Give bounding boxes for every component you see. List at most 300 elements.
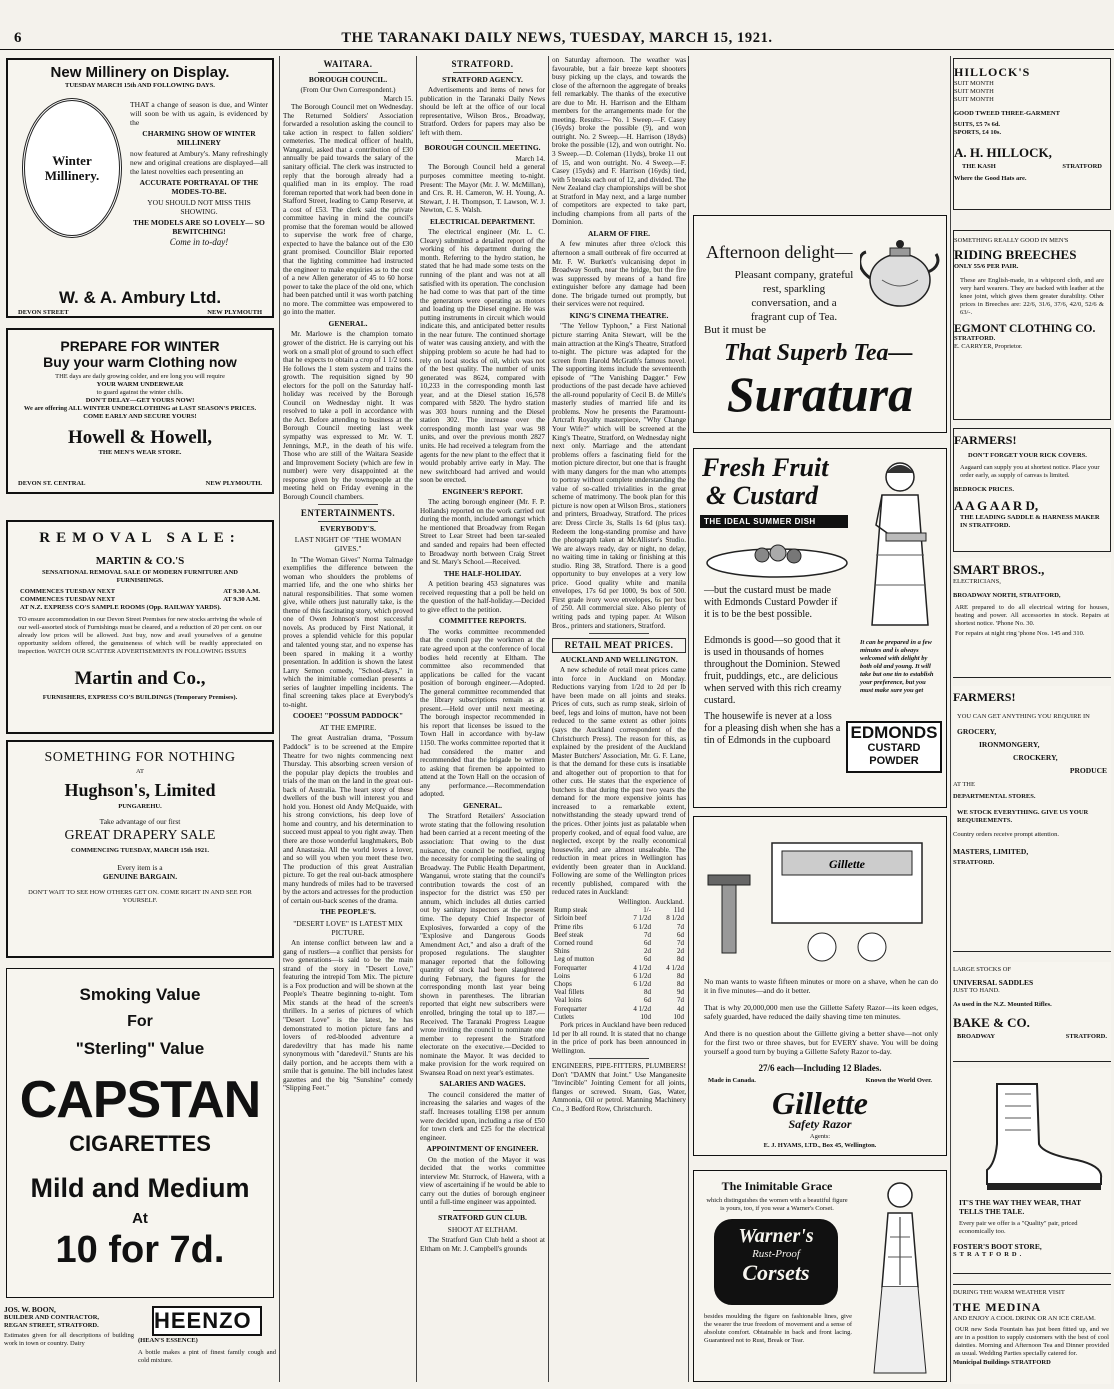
boon-trade: BUILDER AND CONTRACTOR,: [4, 1314, 100, 1321]
meat-table-cell: 11d: [673, 906, 684, 915]
aagaard-firm: A A G A A R D,: [954, 498, 1039, 513]
capstan-cigarettes-ad: [6, 968, 274, 1298]
meat-text-2: Pork prices in Auckland have been reduced 1d per lb all round. It is stated that no change in the price of pork has been announced in Wellington.: [552, 1021, 686, 1055]
meat-table-cell: Leg of mutton: [554, 955, 595, 964]
fire-text: A few minutes after three o'clock this afternoon a small outbreak of fire occurred at Mr. F. W. Burkett's vulcanising depot in Broadway South, near the bridge, but the fire was suppressed by means of a hand fire extinguisher before any damage had been done. The brigade turned out promptly, but their services were not required.: [552, 240, 686, 309]
millinery-miss: YOU SHOULD NOT MISS THIS SHOWING.: [147, 198, 251, 216]
removal-sensational: SENSATIONAL REMOVAL SALE OF MODERN FURNITURE AND FURNISHINGS.: [42, 569, 238, 584]
smart-body2: For repairs at night ring 'phone Nos. 145 and 310.: [955, 630, 1085, 637]
warners-brand3: Corsets: [742, 1260, 810, 1285]
column-rule: [950, 56, 951, 1382]
warners-corsets-ad: [693, 1170, 947, 1382]
meat-table-row: [552, 988, 686, 996]
howell-sub: Buy your warm Clothing now: [43, 354, 237, 370]
hillock-address: [962, 163, 1102, 171]
meat-table-cell: 7d: [677, 996, 684, 1005]
aagaard-prices: BEDROCK PRICES.: [954, 486, 1014, 493]
meat-table-row: [552, 939, 686, 947]
removal-body: TO ensure accommodation in our Devon Street Premises for new stocks arriving the whole of our well-assorted stock of Furnishings must be cleared, and a reduction of 20 per cent. on our already low prices will be allowed. Just buy, now and avail yourselves of a genuine opportunity seldom offered, the genuineness of which will be readily appreciated on inspection. WATCH OUR SCATTER ADVERTISEMENTS IN FOLLOWING ISSUES: [18, 616, 262, 655]
masters-country: Country orders receive prompt attention.: [953, 831, 1059, 838]
meat-table-cell: Beef steak: [554, 930, 584, 939]
meat-table-row: [552, 1013, 686, 1021]
masthead: [0, 28, 1114, 50]
council-dateline: March 14.: [515, 154, 545, 163]
smart-bros-ad: [953, 558, 1111, 678]
foster-boots-ad: [953, 1068, 1111, 1274]
stratford-general-heading: GENERAL.: [463, 800, 502, 810]
millinery-text-block: [130, 100, 268, 247]
masters-grocery: GROCERY,: [957, 727, 997, 736]
meat-table-cell: Sirloin beef: [554, 914, 587, 923]
gillette-sub: Safety Razor: [788, 1117, 852, 1131]
boon-builder-ad: [4, 1306, 134, 1386]
removal-line1-text: COMMENCES TUESDAY NEXT: [20, 588, 116, 595]
fruit-dish-illustration: [702, 533, 852, 583]
ambury-millinery-ad: [6, 58, 274, 318]
medina-sub: AND ENJOY A COOL DRINK OR AN ICE CREAM.: [953, 1315, 1096, 1322]
appointment-text: On the motion of the Mayor it was decided that the works committee interview Mr. Sturrock, of Hawera, with a view of ascertaining if he would be able to carry out the duties of borough engineer until a full-time engineer was appointed.: [420, 1155, 545, 1207]
meat-table-cell: 10d: [640, 1012, 652, 1021]
egmont-firm: EGMONT CLOTHING CO.: [954, 323, 1096, 335]
kings-text: "The Yellow Typhoon," a First National picture starring Anita Stewart, will be the main attraction at the King's Theatre, Stratford to-night. The picture was adapted for the screen from Harold McGrath's famous novel. The supporting items include the seventeenth episode of "The Vanishing Dagger." Few productions of the past decade have achieved the all-round popularity of Cecil B. de Mille's masterly studies of married life and its problems. Now he presents the Paramount-Artcraft Royalty masterpiece, "Why Change Your Wife?" which will be screened at the King's Theatre, Stratford, on Wednesday night next only. Marriage and the attendant problems offers a fascinating field for the motion picture director, but one that is fraught with many dangers for the man who attempts to portray without complete understanding the value of so-called trivialities in the great scheme of matrimony. The book plan for this picture is now open at Wilson Bros., stationers and printers, Broadway, Stratford. The prices are: Dress Circle 3s, Stalls 1s 6d (plus tax). Redeem the long-standing promise and have the photograph taken at McAllister's Studio. We are always ready, day or night, no delay, no waiting time in taking or finishing at this studio. Ring 38, Stratford. There is a good opportunity to buy envelopes at a very low price. Good quality white and manila envelopes, 17s 6d per 1000, 9s box of 500. First grade ivory wove envelopes, 6s per box of 250. All commercial size. Also plenty of writing pads and typing paper. At Wilson Bros., printers and stationers, Stratford.: [552, 322, 686, 630]
news-column-4: [552, 56, 686, 1382]
masters-at: AT THE: [953, 781, 975, 788]
capstan-line1: Smoking Value: [79, 985, 201, 1004]
howell-body: THE days are daily growing colder, and ere long you will require: [55, 373, 225, 380]
egmont-prop: E. CARRYER, Proprietor.: [954, 343, 1023, 350]
aagaard-title: FARMERS!: [954, 433, 1017, 447]
removal-line2: [20, 596, 260, 604]
elec-heading: ELECTRICAL DEPARTMENT.: [430, 216, 535, 226]
edmonds-logo: [846, 721, 942, 773]
meat-table-row: [552, 906, 686, 914]
martin-removal-ad: [6, 520, 274, 734]
meat-table-cell: 6d: [644, 996, 652, 1005]
hillock-suits: SUITS, £5 7s 6d.: [954, 121, 1001, 128]
aagaard-ad: [953, 428, 1111, 552]
meat-table-cell: Corned round: [554, 938, 593, 947]
ambury-town: NEW PLYMOUTH: [207, 309, 262, 316]
separator: [453, 140, 513, 141]
medina-line1: DURING THE WARM WEATHER VISIT: [953, 1289, 1065, 1296]
meat-table-cell: 6 1/2d: [633, 922, 652, 931]
hughson-genuine: GENUINE BARGAIN.: [102, 872, 178, 881]
waitara-general: Mr. Marlowe is the champion tomato grower of the district. He is carrying out his work on a small plot of ground to such effect that he expects to obtain a crop of 1 1/2 tons. He follows the 1 stem system and trains the growth. The requisition signed by 90 electors for the poll on the Saturday half-holiday was received by the Borough Council on Wednesday night. It was resolved to take a poll in accordance with the Act. Before attending to business at the Borough Council meeting last week sympathy was expressed to Mr. W. T. Jennings, M.P., in the death of his wife. Those who are still of the Waitara Seaside and Improvement Society (which are few in number) were very disappointed at the response given by the townspeople at the meeting held on Friday evening in the Borough Council chambers.: [283, 330, 413, 501]
gillette-body2: That is why 20,000,000 men use the Gillette Safety Razor—its keen edges, safely guarded, have reduced the daily shaving time ten minutes.: [704, 1003, 938, 1021]
meat-table-cell: 6 1/2d: [633, 979, 652, 988]
meat-table-cell: 8d: [677, 979, 684, 988]
warners-brand1: Warner's: [738, 1225, 814, 1247]
meat-table-cell: 7 1/2d: [633, 914, 652, 923]
hughson-take: Take advantage of our first: [99, 817, 181, 826]
smart-firm: SMART BROS.,: [953, 562, 1045, 577]
peoples-subheading: "DESERT LOVE" IS LATEST MIX PICTURE.: [293, 918, 403, 937]
medina-title: THE MEDINA: [953, 1300, 1042, 1314]
half-holiday-text: A petition bearing 453 signatures was received requesting that a poll be held on the question of the half-holiday.—Decided to give effect to the petition.: [420, 580, 545, 614]
column-rule: [688, 56, 689, 1382]
stratford-column: [420, 56, 545, 1382]
heenzo-sub: (HEAN'S ESSENCE): [138, 1337, 198, 1344]
hughson-town: PUNGAREHU.: [118, 803, 162, 810]
gillette-brand: Gillette: [772, 1085, 868, 1121]
meat-table-cell: 8d: [644, 988, 652, 997]
bake-ad: [953, 962, 1111, 1062]
half-holiday-heading: THE HALF-HOLIDAY.: [443, 568, 522, 578]
masters-ironmongery: IRONMONGERY,: [979, 740, 1040, 749]
hughson-every: Every item is a: [117, 863, 163, 872]
meat-table-row: [552, 972, 686, 980]
council-text: The Borough Council held a general purposes committee meeting to-night. Present: The Mayor (Mr. J. W. McMillan), and Crs. R. H. Cameron, W. H. Young, A. Stewart, J. H. Thompson, T. Lawson, W. J. Newton, C. S. Walsh.: [420, 163, 545, 215]
meat-table-row: [552, 955, 686, 963]
edmonds-caption: It can be prepared in a few minutes and is always welcomed with delight by both old and young. It will take but one tin to establish your preference, but you must make sure you get: [860, 639, 934, 694]
meat-table-cell: 10d: [673, 1012, 684, 1021]
medina-footer: Municipal Buildings STRATFORD: [953, 1359, 1051, 1366]
meat-table-cell: Chops: [554, 979, 572, 988]
edmonds-logo3: POWDER: [869, 755, 919, 767]
foster-firm: FOSTER'S BOOT STORE,: [953, 1242, 1042, 1251]
hillock-suit3: SUIT MONTH: [954, 96, 994, 103]
foster-body: Every pair we offer is a "Quality" pair, priced economically too.: [959, 1220, 1078, 1235]
corset-figure-illustration: [860, 1177, 940, 1375]
bake-firm: BAKE & CO.: [953, 1015, 1030, 1030]
peoples-text: An intense conflict between law and a gang of rustlers—a conflict that persists for two generations—is said to be the main strand of the story in "Desert Love," featuring the intrepid Tom Mix. The picture is a Fox production and will be shown at the People's Theatre beginning to-night. Tom Mix stands at the head of the screen's thrillers. In a series of pictures of which "Desert Love" is the latest, he has demonstrated to motion picture fans and lovers of red-blooded adventure a daredeviltry that has made his name synonymous with "daredevil." Stunts are his daily portion, and he accepts them with a smile that is genuine. The bill includes latest gazettes and the big "Sunshine" comedy "Slipping Feet.": [283, 939, 413, 1093]
meat-table-cell: 1/-: [643, 906, 652, 915]
medina-body: OUR new Soda Fountain has just been fitted up, and we are in a position to supply customers with the best of cool dainties. Morning and Afternoon Tea and Dinner provided as usual. Wedding Parties specially catered for.: [955, 1326, 1109, 1357]
suratura-brand: Suratura: [726, 366, 914, 422]
column-rule: [416, 56, 417, 1382]
meat-table-row: [552, 980, 686, 988]
egmont-something: SOMETHING REALLY GOOD IN MEN'S: [954, 237, 1069, 244]
column-rule: [548, 56, 549, 1382]
separator: [453, 72, 513, 73]
meat-table-cell: 8d: [677, 955, 684, 964]
meat-table-cell: 8 1/2d: [666, 914, 684, 923]
gillette-made: Made in Canada.: [708, 1077, 756, 1084]
everybodys-heading: EVERYBODY'S.: [320, 523, 376, 533]
separator: [589, 1058, 649, 1059]
warners-title: The Inimitable Grace: [721, 1179, 833, 1193]
possum-text: The great Australian drama, "Possum Paddock" is to be screened at the Empire Theatre for two nights commencing next Thursday. This absorbing screen version of the popular play depicts the troubles and trials of the man on the land in the great out-back of Australia. The heart story of these dwellers of the bush will interest you and hold you. Honest old Andy McQuaide, with his strong convictions, his deep love of home and country, and his determination to succeed must appeal to you right away. Then there are those wonderful laughmakers, Bob and Anastasia. All the world loves a lover, and so will you when you meet these two. The production of this great Australian picture. To get the real out-back atmosphere many hundreds of miles had to be traversed by the actors and actresses for the production of certain out-back scenes of the drama.: [283, 734, 413, 905]
removal-title: REMOVAL SALE:: [39, 530, 241, 546]
meat-price-table: [552, 898, 686, 1021]
hillock-sports: SPORTS, £4 10s.: [954, 129, 1002, 136]
meat-table-cell: 4d: [677, 1004, 684, 1013]
hughson-drapery-ad: [6, 740, 274, 958]
waitara-byline: (From Our Own Correspondent.): [300, 86, 396, 95]
suratura-line4: That Superb Tea—: [724, 340, 913, 366]
millinery-title: New Millinery on Display.: [50, 64, 230, 81]
removal-line1: [20, 588, 260, 596]
page-number: 6: [14, 30, 22, 46]
capstan-brand: CAPSTAN: [19, 1071, 261, 1129]
hillock-firm: A. H. HILLOCK,: [954, 145, 1052, 160]
bake-universal: UNIVERSAL SADDLES: [953, 978, 1034, 987]
meat-header-cell: Wellington.: [618, 897, 652, 906]
waitara-general-heading: GENERAL.: [328, 318, 368, 328]
millinery-body: THAT a change of season is due, and Winter will soon be with us again, is evidenced by the: [130, 100, 268, 127]
hillock-suit1: SUIT MONTH: [954, 80, 994, 87]
svg-text:Gillette: Gillette: [829, 857, 865, 871]
suratura-tea-ad: [693, 215, 947, 433]
meat-table-row: [552, 947, 686, 955]
bake-addr: BROADWAY: [957, 1033, 996, 1040]
gillette-body: No man wants to waste fifteen minutes or more on a shave, when he can do it in five minutes—and do it better.: [704, 977, 938, 995]
millinery-portrayal: ACCURATE PORTRAYAL OF THE MODES-TO-BE.: [139, 178, 259, 196]
meat-table-row: [552, 1005, 686, 1013]
ambury-firm-name: W. & A. Ambury Ltd.: [58, 288, 222, 307]
peoples-heading: THE PEOPLE'S.: [320, 907, 376, 917]
warners-brand2: Rust-Proof: [752, 1248, 800, 1260]
council-heading: BOROUGH COUNCIL MEETING.: [424, 143, 541, 153]
boon-addr: REGAN STREET, STRATFORD.: [4, 1322, 99, 1329]
capstan-mild: Mild and Medium: [30, 1173, 250, 1203]
gillette-price: 27/6 each—Including 12 Blades.: [758, 1063, 882, 1073]
appointment-heading: APPOINTMENT OF ENGINEER.: [426, 1144, 539, 1154]
possum-subheading: AT THE EMPIRE.: [319, 722, 377, 732]
everybodys-text: In "The Woman Gives" Norma Talmadge exemplifies the difference between the woman who shoulders the problems of married life, and the one who shirks her natural responsibilities. That some women give, while others just naturally take, is the theme of this fascinating story, which proved one of Owen Johnson's most successful novels. As produced by First National, it proves a splendid vehicle for this popular and talented young star, and no expense has been spared in making it a worthy presentation. In addition is shown the latest Larry Semon comedy, "School-days," in which the inimitable comedian presents a series of laughter impelling incidents. The final screening takes place at Everybody's to-night.: [283, 555, 413, 709]
suratura-line1: Afternoon delight—: [706, 242, 853, 262]
meat-table-cell: 4 1/2d: [666, 963, 684, 972]
removal-time1: AT 9.30 A.M.: [223, 588, 260, 595]
edmonds-logo2: CUSTARD: [867, 742, 921, 754]
masters-ad: [953, 686, 1111, 952]
gillette-agents: Agents:: [809, 1133, 831, 1140]
hillock-ad: [953, 58, 1111, 210]
howell-title: PREPARE FOR WINTER: [60, 338, 220, 354]
howell-clothing-ad: [6, 328, 274, 494]
stratford-notice: Advertisements and items of news for publication in the Taranaki Daily News should be left at the office of our local representative, Wilson Bros., Broadway, Stratford. Orders for papers may also be left with them.: [420, 86, 545, 137]
entertainments-heading: ENTERTAINMENTS.: [300, 508, 396, 519]
removal-line3: AT N.Z. EXPRESS CO'S SAMPLE ROOMS (Opp. RAILWAY YARDS).: [20, 604, 222, 611]
removal-firm: MARTIN & CO.'S: [95, 555, 185, 567]
waitara-dateline: March 15.: [383, 94, 413, 103]
engineer-text: The acting borough engineer (Mr. F. P. Hollands) reported on the work carried out during the month, included amongst which he mentioned that Broadway from Regan Street to Lear Street had been tar-sealed and sanded and repairs had been effected to Broadway north between Craig Street and St. Mary's School.—Received.: [420, 498, 545, 567]
meat-table-cell: 9d: [677, 988, 684, 997]
gillette-razor-ad: [693, 816, 947, 1156]
aagaard-dont: DON'T FORGET YOUR RICK COVERS.: [968, 452, 1087, 459]
gun-club-continued: on Saturday afternoon. The weather was favourable, but a fair breeze kept shooters busy picking up the clays, and towards the close of the afternoon the aggregate of breaks fell remarkably. The thanks of the executive are due to Mr. H. Harrison and the Eltham members for the arrangements made for the meeting. Results:— No. 1 Sweep.—F. Casey (16yds) broke the possible (9), and won outright. No. 2 Sweep.—H. Harrison (18yds) broke the possible (12), and won outright. No. 3 Sweep.—D. Coleman (11yds), broke 11 out of 15, and won outright. No. 4 Sweep.—F. Casey (15yds) and F. Harrison (16yds) tied, with 5 breaks each out of 12, and divided. The New Zealand clay championships will be shot at Stratford in May next, and a large number of competitors are expected to take part, including champions from all parts of the Dominion.: [552, 56, 686, 227]
edmonds-body: —but the custard must be made with Edmonds Custard Powder if it is to be the best possible.: [704, 585, 838, 620]
meat-table-cell: 4 1/2d: [633, 1004, 652, 1013]
howell-store: THE MEN'S WEAR STORE.: [98, 449, 182, 456]
millinery-oval-text: Winter Millinery.: [44, 153, 100, 183]
stratford-agency: STRATFORD AGENCY.: [442, 74, 523, 84]
meat-table-cell: Veal loins: [554, 996, 582, 1005]
edmonds-body3: The housewife is never at a loss for a pleasing dish when she has a tin of Edmonds in the cupboard: [704, 711, 841, 746]
meat-table-cell: Prime ribs: [554, 922, 583, 931]
bake-just: JUST TO HAND.: [953, 987, 1000, 994]
meat-table-cell: 7d: [677, 922, 684, 931]
hughson-footer: DON'T WAIT TO SEE HOW OTHERS GET ON. COME RIGHT IN AND SEE FOR YOURSELF.: [28, 889, 252, 904]
masters-dept: DEPARTMENTAL STORES.: [953, 793, 1036, 800]
meat-table-cell: Forequarter: [554, 1004, 587, 1013]
edmonds-custard-ad: [693, 448, 947, 808]
meat-table-cell: Veal fillets: [554, 988, 585, 997]
waitara-subheading: BOROUGH COUNCIL.: [308, 74, 388, 84]
separator: [318, 521, 378, 522]
hillock-suit2: SUIT MONTH: [954, 88, 994, 95]
kings-heading: KING'S CINEMA THEATRE.: [569, 310, 669, 320]
meat-table-row: [552, 931, 686, 939]
meat-subheading: AUCKLAND AND WELLINGTON.: [560, 654, 678, 664]
meat-table-cell: 7d: [677, 938, 684, 947]
hughson-title: SOMETHING FOR NOTHING: [44, 750, 236, 765]
smart-sub: ELECTRICIANS,: [953, 578, 1001, 585]
millinery-come: Come in to-day!: [169, 237, 229, 247]
bake-used: As used in the N.Z. Mounted Rifles.: [953, 1001, 1052, 1008]
ambury-street: DEVON STREET: [18, 309, 69, 316]
warners-logo: [714, 1219, 838, 1305]
warners-body: which distinguishes the women with a beautiful figure is yours, too, if you wear a Warner's Corset.: [706, 1197, 848, 1212]
howell-guard: to guard against the winter chills.: [96, 389, 184, 396]
warners-body2: besides moulding the figure on fashionable lines, give the wearer the true freedom of movement and a sense of absolute comfort. Obtainable in back and front lacing. Guaranteed not to Rust, Break or Tear.: [704, 1313, 852, 1344]
edmonds-logo1: EDMONDS: [850, 723, 938, 742]
meat-table-cell: Cutlets: [554, 1012, 574, 1021]
teapot-illustration: [860, 222, 940, 318]
masters-stock: WE STOCK EVERYTHING. GIVE US YOUR REQUIREMENTS.: [957, 809, 1089, 824]
stratford-heading: STRATFORD.: [451, 59, 514, 69]
masters-can: YOU CAN GET ANYTHING YOU REQUIRE IN: [957, 713, 1090, 720]
howell-firm: Howell & Howell,: [67, 427, 213, 448]
everybodys-subheading: LAST NIGHT OF "THE WOMAN GIVES.": [294, 535, 402, 553]
meat-table-cell: Shins: [554, 947, 570, 956]
stratford-general-text: The Stratford Retailers' Association wrote stating that the following resolution had been carried at a recent meeting of the association: That owing to the dust nuisance, the council be notified, urging the necessity for completing the sealing of Broadway. The Public Health Department, Wanganui, wrote stating that the council's contribution towards the cost of an inspector for the district was £50 per annum, which includes all duties carried out by sanitary inspectors at the present time. The deputy Chief Inspector of Explosives, forwarded a copy of the "Explosive and Dangerous Goods Amendment Act," and also a draft of the proposed regulations. The slaughter manager reported that the following quantity of stock had been slaughtered during February, the figures for the corresponding month last year being shown in parentheses. The librarian reported that eight new subscribers were enrolled, bringing the total up to 187.—Received. The Taranaki Progress League wrote inviting the council to nominate one member to represent the Stratford electorate on the executive.—Decided to nominate the Mayor. It was decided to make provision for the work required on Swansea Road on next year's estimates.: [420, 812, 545, 1077]
gun-club-text: The Stratford Gun Club held a shoot at Eltham on Mr. J. Campbell's grounds: [420, 1236, 545, 1253]
waitara-text: The Borough Council met on Wednesday. The Returned Soldiers' Association forwarded a resolution asking the council to take action in respect to fallen soldiers' cemeteries. The medical officer of health, Wanganui, asked that a contribution of £30 annually be paid towards the salary of the sanitary official. The clerk was instructed to reply that the borough already had a qualified man in its employ. The road foreman reported that work had been done in Stafford Street, leading to Camp Reserve, at a cost of £53. The clerk said the private committee having in mind the council's promise that the foreman would be allowed to supervise the work free of charge, expected to have the balance out of the £30 grant promised. Councillor Blair reported that the lighting committee had instructed the engineer to make enquiries as to the cost of a new Allen generator of 45 to 60 horse power to take the place of the old one, which had been patched until it was worth patching no more. The committee was empowered to go into the matter.: [283, 103, 413, 317]
gillette-agent: E. J. HYAMS, LTD., Box 45, Wellington.: [763, 1142, 877, 1149]
boon-name: JOS. W. BOON,: [4, 1305, 56, 1314]
heenzo-ad: [138, 1306, 276, 1386]
suratura-line3: But it must be: [704, 324, 767, 336]
heenzo-body: A bottle makes a pint of finest family cough and cold mixture.: [138, 1349, 276, 1364]
hughson-commencing: COMMENCING TUESDAY, MARCH 15th 1921.: [70, 847, 210, 854]
meat-table-row: [552, 996, 686, 1004]
howell-delay: DON'T DELAY—GET YOURS NOW!: [85, 397, 195, 404]
plumbers-notice: ENGINEERS, PIPE-FITTERS, PLUMBERS! Don't "DAMN that Joint." Use Manganesite "Invincible" Jointing Cement for all joints, flanges or screwed. Steam, Gas, Water, Ammonia, Oil or petrol. Manning Machinery Co., 3 Bedford Row, Christchurch.: [552, 1062, 686, 1113]
egmont-body: These are English-made, in a whipcord cloth, and are very hard wearers. They are backed with leather at the knee joint, which gives them greater durability. Other prices in Breeches are: 22/6, 31/6, 37/6, 42/0, 52/6 & 63/-.: [960, 277, 1104, 316]
waitara-heading: WAITARA.: [323, 59, 373, 69]
salaries-heading: SALARIES AND WAGES.: [439, 1079, 526, 1089]
meat-table-cell: 4 1/2d: [633, 963, 652, 972]
egmont-title: RIDING BREECHES: [954, 247, 1077, 262]
gillette-razor-illustration: [702, 823, 940, 971]
meat-table-cell: Rump steak: [554, 906, 588, 915]
hughson-at: AT: [136, 768, 144, 775]
millinery-models: THE MODELS ARE SO LOVELY— SO BEWITCHING!: [133, 218, 265, 236]
howell-offering: We are offering ALL WINTER UNDERCLOTHING at LAST SEASON'S PRICES.: [23, 405, 257, 412]
howell-underwear: YOUR WARM UNDERWEAR: [96, 381, 184, 388]
gillette-body3: And there is no question about the Gillette giving a better shave—not only for the first two or three shaves, but for EVERY shave. You will be doing yourself a good turn by buying a Gillette Safety Razor to-day.: [704, 1029, 938, 1056]
hillock-town: STRATFORD: [1062, 163, 1102, 170]
edmonds-title2: & Custard: [706, 481, 818, 510]
hillock-kash: THE KASH: [962, 163, 996, 170]
meat-table-cell: Loins: [554, 971, 570, 980]
gillette-known: Known the World Over.: [865, 1077, 932, 1084]
masters-firm: MASTERS, LIMITED,: [953, 847, 1029, 856]
edmonds-body2: Edmonds is good—so good that it is used in thousands of homes throughout the Dominion. Stewed fruit, puddings, etc., are delicious when served with this rich creamy custard.: [704, 635, 842, 706]
removal-signoff: Martin and Co.,: [74, 668, 206, 689]
meat-table-cell: Forequarter: [554, 963, 587, 972]
removal-line2-text: COMMENCES TUESDAY NEXT: [20, 596, 116, 603]
millinery-body2: now featured at Ambury's. Many refreshingly new and original creations are displayed—all the latest novelties each presenting an: [130, 149, 268, 176]
meat-table-cell: 2d: [644, 947, 652, 956]
masters-town: STRATFORD.: [953, 859, 995, 866]
separator: [318, 504, 378, 505]
column-rule: [279, 56, 280, 1382]
hillock-tweed: GOOD TWEED THREE-GARMENT: [954, 110, 1060, 117]
meat-table-cell: 6d: [644, 955, 652, 964]
capstan-price: 10 for 7d.: [55, 1229, 225, 1271]
howell-come: COME EARLY AND SECURE YOURS!: [83, 413, 197, 420]
egmont-clothing-ad: [953, 230, 1111, 420]
foster-line1: IT'S THE WAY THEY WEAR, THAT TELLS THE TALE.: [959, 1198, 1081, 1216]
capstan-line3: "Sterling" Value: [75, 1039, 205, 1058]
boot-illustration: [957, 1074, 1107, 1194]
bake-address: [957, 1033, 1107, 1041]
meat-table-cell: 6 1/2d: [633, 971, 652, 980]
suratura-line2: Pleasant company, grateful rest, sparkling conversation, and a fragrant cup of Tea.: [734, 269, 854, 323]
howell-addr-left: DEVON ST. CENTRAL: [18, 480, 86, 487]
gun-club-heading: STRATFORD GUN CLUB.: [438, 1213, 527, 1222]
small-ads-column: [953, 58, 1111, 1384]
egmont-town: STRATFORD.: [954, 335, 996, 342]
meat-text: A new schedule of retail meat prices came into force in Auckland on Monday. Reductions varying from 1/2d to 2d per lb have been made on all joints and steaks. Prices of cuts, such as rump steak, sirloin of beef, legs and loins of mutton, have not been reduced to the same extent as other joints (says the Auckland correspondent of the Christchurch Press). The reason for this, as explained by the president of the Auckland Master Butchers' Association, Mr. G. F. Lane, is that the demand for these cuts is insatiable and altogether out of proportion to that for other cuts. He states that the experience of butchers is that during the past two years the demand for the more expensive joints has increased to a remarkable extent, notwithstanding the steady upward trend of the prices. Other joints just as palatable when properly cooked, and of equal food value, are neglected, except by the really economical housewife, and are almost unsaleable. The reduction in meat prices in Wellington has evidently been greater than in Auckland. Following are some of the Wellington prices recently published, compared with the reduced rates in Auckland:: [552, 666, 686, 897]
capstan-line2: For: [127, 1013, 153, 1030]
foster-town: STRATFORD.: [953, 1251, 1025, 1258]
removal-footer: FURNISHERS, EXPRESS CO'S BUILDINGS (Temporary Premises).: [42, 694, 238, 701]
medina-ad: [953, 1284, 1111, 1384]
masthead-title: THE TARANAKI DAILY NEWS, TUESDAY, MARCH 15, 1921.: [341, 30, 773, 46]
heenzo-brand: HEENZO: [152, 1306, 262, 1336]
millinery-date: TUESDAY MARCH 15th AND FOLLOWING DAYS.: [65, 82, 215, 89]
meat-table-cell: 6d: [644, 938, 652, 947]
capstan-at: At: [132, 1210, 148, 1227]
gun-club-subheading: SHOOT AT ELTHAM.: [447, 1224, 518, 1234]
elec-text: The electrical engineer (Mr. L. C. Cleary) submitted a detailed report of the working of his department during the month. Referring to the hydro station, he stated that he had made some tests on the running of the plant and was not at all satisfied with its operation. The conclusion he had come to was that part of the time the generators were operating as motors and loading up the Diesel engine. He was putting instruments in circuit which would indicate this, and anticipated better results in the near future. The continued shortage of water was causing anxiety, and with the shipping problem so acute he had had to rely on local stocks of oil, which was not of the best quality. The number of units generated was 8624, compared with 10,233 in the corresponding month last year, and at the Diesel station 16,578 compared with 5820. The hydro station was 303 hours running and the Diesel station 302. The increase over the corresponding month last year was 98 units, and over the previous month 2827 units. He had received a telegram from the agents for the new plant to the effect that it would probably arrive early in May. The new switchboard had arrived and would soon be erected.: [420, 228, 545, 485]
hughson-firm: Hughson's, Limited: [64, 780, 216, 800]
meat-table-row: [552, 923, 686, 931]
hillock-where: Where the Good Hats are.: [954, 175, 1027, 182]
boon-body: Estimates given for all descriptions of building work in town or country. Dairy: [4, 1332, 134, 1347]
possum-heading: COOEE! "POSSUM PADDOCK": [292, 711, 404, 721]
smart-addr: BROADWAY NORTH, STRATFORD,: [953, 592, 1061, 599]
meat-table-cell: 6d: [677, 930, 684, 939]
removal-time2: AT 9.30 A.M.: [223, 596, 260, 603]
separator: [589, 633, 649, 634]
egmont-price: ONLY 55/6 PER PAIR.: [954, 263, 1019, 270]
edmonds-title1: Fresh Fruit: [702, 453, 829, 482]
capstan-cig: CIGARETTES: [69, 1131, 211, 1156]
waitara-column: [283, 56, 413, 1382]
meat-header-cell: [552, 898, 616, 906]
howell-addr-right: NEW PLYMOUTH.: [205, 480, 262, 487]
housewife-illustration: [846, 455, 942, 635]
millinery-show: CHARMING SHOW OF WINTER MILLINERY: [142, 129, 256, 147]
millinery-oval-frame: [22, 98, 122, 238]
meat-table-cell: 2d: [677, 947, 684, 956]
aagaard-body: Aagaard can supply you at shortest notice. Place your order early, as supply of canvas is limited.: [960, 464, 1100, 479]
engineer-heading: ENGINEER'S REPORT.: [442, 486, 523, 496]
meat-table-header: [552, 898, 686, 906]
hillock-title: HILLOCK'S: [954, 65, 1031, 79]
committee-text: The works committee recommended that the council pay the workmen at the rate agreed upon at the conference of local bodies held recently at Eltham. The committee also recommended that applications be called for the vacant position of borough engineer.—Adopted. The general committee recommended that the library subscriptions remain as at present.—Held over until next meeting. The borough inspector recommended in his report that licenses be issued to the Town Hall in accordance with by-law 1150. The works committee reported that it had considered the matter and recommended that the brigade be written to asking that firemen be appointed to attend at the Town Hall on the occasion of any performance.—Recommendation adopted.: [420, 627, 545, 799]
bake-large: LARGE STOCKS OF: [953, 966, 1012, 973]
meat-header-cell: Auckland.: [655, 897, 684, 906]
separator: [453, 1210, 513, 1211]
smart-body: ARE prepared to do all electrical wiring for houses, heating and power. All accessories in stock. Repairs at shortest notice. 'Phone No. 30.: [955, 604, 1109, 627]
salaries-text: The council considered the matter of increasing the salaries and wages of the staff. Increases totalling £198 per annum were decided upon, including a rise of £50 for town clerk and £25 for the electrical engineer.: [420, 1090, 545, 1142]
separator: [318, 72, 378, 73]
